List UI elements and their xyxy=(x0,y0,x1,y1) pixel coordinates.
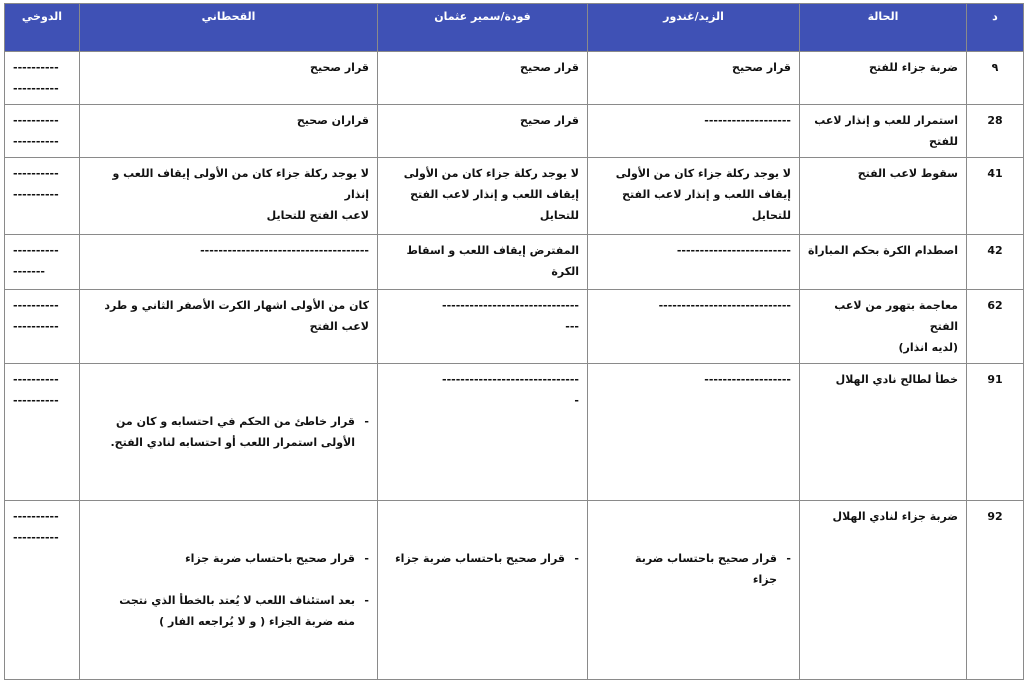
qahtani-bullet-list xyxy=(88,390,369,474)
cell-fouda: ------------------------------ - xyxy=(378,364,588,501)
cell-dokhi: ---------- ---------- xyxy=(5,364,80,501)
cell-state: اصطدام الكرة بحكم المباراة xyxy=(800,235,967,290)
cell-num: 28 xyxy=(967,105,1024,158)
cell-state: ضربة جزاء للفتح xyxy=(800,52,967,105)
cell-qahtani xyxy=(80,501,378,680)
cell-alzaid: قرار صحيح xyxy=(588,52,800,105)
table-row xyxy=(5,235,1024,290)
cell-state: استمرار للعب و إنذار لاعب للفتح xyxy=(800,105,967,158)
referee-review-table xyxy=(4,3,1024,680)
cell-state: ضربة جزاء لنادي الهلال xyxy=(800,501,967,680)
cell-qahtani: قراران صحيح xyxy=(80,105,378,158)
alzaid-bullet-list xyxy=(596,527,791,611)
bullet-item: - قرار خاطئ من الحكم في احتسابه و كان من الأولى استمرار اللعب أو احتسابه لنادي الفتح. xyxy=(88,411,355,453)
table-row xyxy=(5,501,1024,680)
cell-state: معاجمة بتهور من لاعب الفتح (لديه انذار) xyxy=(800,290,967,364)
table-row xyxy=(5,105,1024,158)
cell-dokhi: ---------- ---------- xyxy=(5,501,80,680)
bullet-item: - قرار صحيح باحتساب ضربة جزاء xyxy=(596,548,777,590)
cell-dokhi: ---------- ---------- xyxy=(5,290,80,364)
cell-qahtani: لا يوجد ركلة جزاء كان من الأولى إيقاف اللعب و إنذار لاعب الفتح للتحايل xyxy=(80,158,378,235)
cell-qahtani: كان من الأولى اشهار الكرت الأصفر الثاني و طرد لاعب الفتح xyxy=(80,290,378,364)
table-row xyxy=(5,158,1024,235)
cell-fouda: ------------------------------ --- xyxy=(378,290,588,364)
cell-qahtani: ------------------------------------- xyxy=(80,235,378,290)
cell-num: 92 xyxy=(967,501,1024,680)
header-qahtani: القحطاني xyxy=(80,4,378,52)
cell-num: 91 xyxy=(967,364,1024,501)
cell-state: خطأ لطالح نادي الهلال xyxy=(800,364,967,501)
cell-state: سقوط لاعب الفتح xyxy=(800,158,967,235)
cell-num: ٩ xyxy=(967,52,1024,105)
bullet-item: - بعد استئناف اللعب لا يُعتد بالخطأ الذي نتجت منه ضربة الجزاء ( و لا يُراجعه الفار ) xyxy=(88,590,355,632)
cell-qahtani: قرار صحيح xyxy=(80,52,378,105)
header-alzaid: الزيد/غندور xyxy=(588,4,800,52)
cell-dokhi: ---------- ---------- xyxy=(5,52,80,105)
cell-alzaid: لا يوجد ركلة جزاء كان من الأولى إيقاف اللعب و إنذار لاعب الفتح للتحايل xyxy=(588,158,800,235)
cell-alzaid: ------------------------- xyxy=(588,235,800,290)
cell-fouda xyxy=(378,501,588,680)
header-dokhi: الدوخي xyxy=(5,4,80,52)
cell-dokhi: ---------- ---------- xyxy=(5,105,80,158)
cell-fouda: قرار صحيح xyxy=(378,52,588,105)
cell-fouda: المفترض إيقاف اللعب و اسقاط الكرة xyxy=(378,235,588,290)
cell-alzaid xyxy=(588,501,800,680)
table-row xyxy=(5,52,1024,105)
cell-alzaid: ----------------------------- xyxy=(588,290,800,364)
table-row xyxy=(5,364,1024,501)
cell-num: 42 xyxy=(967,235,1024,290)
cell-alzaid: ------------------- xyxy=(588,105,800,158)
qahtani-bullet-list xyxy=(88,527,369,653)
fouda-bullet-list xyxy=(386,527,579,590)
cell-fouda: لا يوجد ركلة جزاء كان من الأولى إيقاف اللعب و إنذار لاعب الفتح للتحايل xyxy=(378,158,588,235)
cell-dokhi: ---------- ---------- xyxy=(5,158,80,235)
cell-qahtani xyxy=(80,364,378,501)
table-row xyxy=(5,290,1024,364)
cell-num: 41 xyxy=(967,158,1024,235)
bullet-item: - قرار صحيح باحتساب ضربة جزاء xyxy=(386,548,565,569)
header-num: د xyxy=(967,4,1024,52)
header-row xyxy=(5,4,1024,52)
bullet-item: - قرار صحيح باحتساب ضربة جزاء xyxy=(88,548,355,569)
header-fouda: فودة/سمير عثمان xyxy=(378,4,588,52)
cell-alzaid: ------------------- xyxy=(588,364,800,501)
cell-fouda: قرار صحيح xyxy=(378,105,588,158)
header-state: الحالة xyxy=(800,4,967,52)
cell-num: 62 xyxy=(967,290,1024,364)
cell-dokhi: ---------- ------- xyxy=(5,235,80,290)
